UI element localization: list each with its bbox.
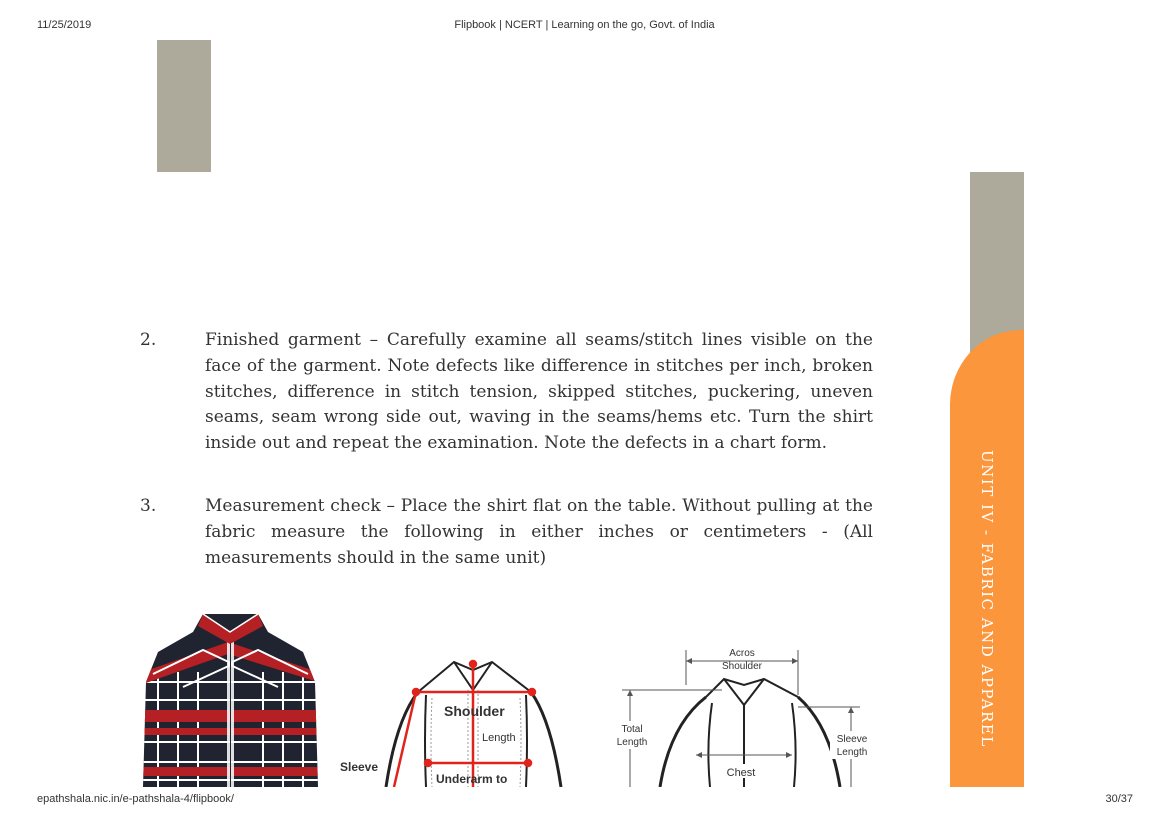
label-total-length-1: Total: [621, 724, 643, 735]
plaid-shirt-figure: [143, 612, 318, 787]
list-item-number: 3.: [140, 496, 157, 516]
footer-url: epathshala.nic.in/e-pathshala-4/flipbook/: [37, 793, 234, 805]
page-title: Flipbook | NCERT | Learning on the go, Govt. of India: [454, 19, 715, 31]
label-sleeve-length-1: Sleeve: [836, 734, 868, 745]
unit-side-band-label: UNIT IV - FABRIC AND APPAREL: [978, 449, 996, 748]
shirt-measurement-illustration: [336, 650, 571, 787]
list-item-text: Finished garment – Carefully examine all seams/stitch lines visible on the face of the garment. Note defects like difference in stitches per inch, broken stitches, difference in stitch tension, skipped stitches, puckering, uneven seams, seam wrong side out, waving in the seams/hems etc. Turn the shirt inside out and repeat the examination. Note the defects in a chart form.: [205, 330, 873, 454]
list-item-number: 2.: [140, 330, 157, 350]
label-across-shoulder-2: Shoulder: [721, 661, 763, 672]
label-length: Length: [482, 732, 516, 744]
print-date: 11/25/2019: [37, 19, 92, 31]
decorative-tab-top: [157, 40, 211, 172]
shirt-measurement-figure: [336, 650, 571, 787]
list-item-text: Measurement check – Place the shirt flat on the table. Without pulling at the fabric measure the following in either inches or centimeters - (All measurements should in the same unit): [205, 496, 873, 568]
label-underarm: Underarm to: [436, 772, 508, 786]
label-sleeve: Sleeve: [340, 760, 379, 774]
measurement-guide-figure: [608, 645, 883, 787]
label-shoulder: Shoulder: [444, 703, 505, 719]
unit-side-band-label-wrap: [950, 330, 1024, 787]
label-sleeve-length-2: Length: [836, 747, 868, 758]
measurement-guide-illustration: [608, 645, 883, 787]
plaid-shirt-illustration: [143, 612, 318, 787]
label-chest: Chest: [726, 767, 756, 779]
label-across-shoulder-1: Acros: [729, 648, 755, 659]
page-number: 30/37: [1105, 793, 1133, 805]
label-total-length-2: Length: [616, 737, 648, 748]
